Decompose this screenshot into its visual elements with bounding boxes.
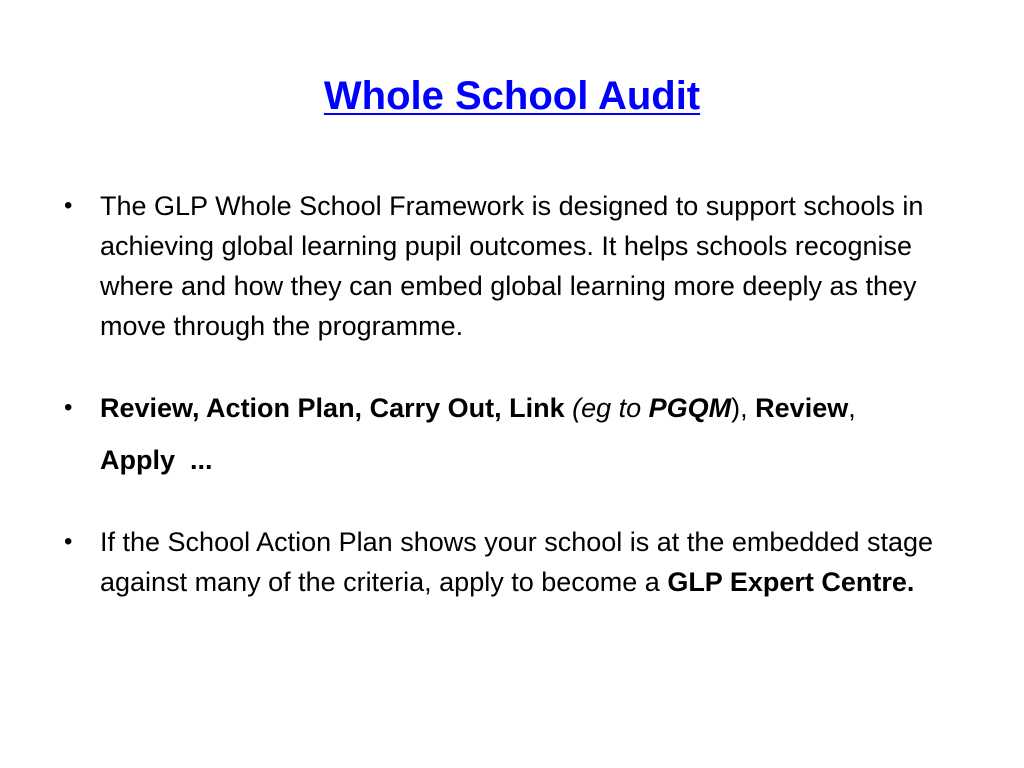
expert-centre-text: GLP Expert Centre. xyxy=(667,567,915,597)
bullet-dot: • xyxy=(64,192,73,219)
bullet-dot: • xyxy=(64,528,73,555)
bullet-item-framework xyxy=(64,186,964,346)
bullet-item-steps xyxy=(64,382,964,486)
bullet-list xyxy=(64,186,964,602)
bullet-dot: • xyxy=(64,394,73,421)
slide-title xyxy=(0,66,1024,126)
steps-text: Review, Action Plan, Carry Out, Link xyxy=(100,393,565,423)
bullet-item-expert-centre xyxy=(64,522,964,602)
review-text: Review xyxy=(755,393,849,423)
comma-text: , xyxy=(848,393,856,423)
eg-text: (eg to xyxy=(564,393,649,423)
apply-text: Apply ... xyxy=(100,445,213,475)
title-link[interactable]: Whole School Audit xyxy=(323,74,701,118)
bullet-text: The GLP Whole School Framework is designed to support schools in achieving global learning pupil outcomes. It helps schools recognise where and how they can embed global learning more deeply as they move through the programme. xyxy=(100,191,924,341)
separator-text: ), xyxy=(731,393,756,423)
bullet-text: If the School Action Plan shows your school is at the embedded stage against many of the criteria, apply to become a xyxy=(100,527,934,597)
pgqm-text: PGQM xyxy=(648,393,732,423)
